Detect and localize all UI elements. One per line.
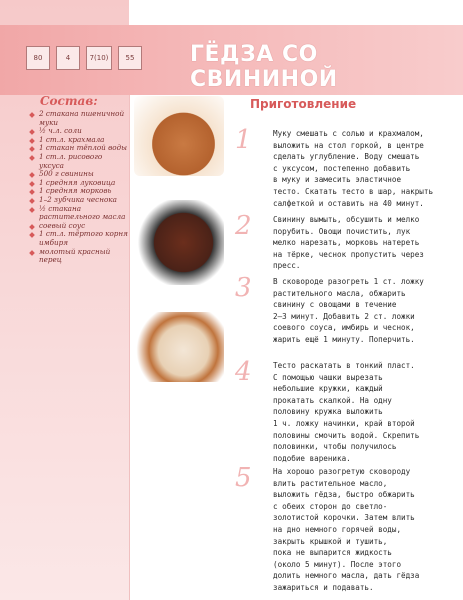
- ingredient-item: 1 средняя морковь: [30, 187, 128, 196]
- step-5: [235, 463, 463, 594]
- step-2: [235, 211, 463, 272]
- photo-filling-in-pan: [134, 200, 224, 285]
- ingredient-item: молотый красный перец: [30, 248, 128, 265]
- photo-minced-pork-and-vegetables: [134, 96, 224, 176]
- step-3: [235, 273, 463, 346]
- ingredient-item: 1 ст.л. рисового уксуса: [30, 153, 128, 170]
- time-badge: 80: [26, 46, 50, 70]
- dish-title: ГЁДЗА СО СВИНИНОЙ: [190, 42, 338, 92]
- step-text: Тесто раскатать в тонкий пласт. С помощью чашки вырезать небольшие кружки, каждый прокатать скалкой. На одну половину кружка выложить 1 ч. ложку начинки, край второй половины смочить водой. Скрепить половинки, чтобы получилось подобие вареника.: [273, 361, 420, 463]
- info-badges: [26, 46, 142, 70]
- calories-badge: 55: [118, 46, 142, 70]
- step-4: [235, 357, 463, 464]
- ingredients-list: [30, 110, 128, 265]
- ingredient-item: 1 средняя луковица: [30, 179, 128, 188]
- step-text: На хорошо разогретую сковороду влить растительное масло, выложить гёдза, быстро обжарить с обеих сторон до светло- золотистой корочки. Затем влить на дно немного горячей воды, закрыть крышкой и тушить, пока не выпарится жидкость (около 5 минут). После этого долить немного масла, дать гёдза зажариться и подавать.: [273, 467, 420, 592]
- photo-gyoza-folding: [134, 312, 224, 382]
- ingredient-item: ½ стакана растительного масла: [30, 205, 128, 222]
- step-text: Муку смешать с солью и крахмалом, выложить на стол горкой, в центре сделать углубление. Воду смешать с уксусом, постепенно добавить в муку и замесить эластичное тесто. Скатать тесто в шар, накрыть салфеткой и оставить на 40 минут.: [273, 129, 434, 208]
- ingredient-item: соевый соус: [30, 222, 128, 231]
- column-divider: [129, 95, 130, 600]
- step-number: 1: [235, 125, 252, 155]
- step-number: 2: [235, 211, 252, 241]
- preparation-title: Приготовление: [250, 97, 357, 111]
- ingredient-item: 1 стакан тёплой воды: [30, 144, 128, 153]
- ingredient-item: 2 стакана пшеничной муки: [30, 110, 128, 127]
- ingredient-item: 500 г свинины: [30, 170, 128, 179]
- portions-badge: 4: [56, 46, 80, 70]
- ingredient-item: 1 ст.л. крахмала: [30, 136, 128, 145]
- step-number: 3: [235, 273, 252, 303]
- step-text: В сковороде разогреть 1 ст. ложку растительного масла, обжарить свинину с овощами в течение 2–3 минут. Добавить 2 ст. ложки соевого соуса, имбирь и чеснок, жарить ещё 1 минуту. Поперчить.: [273, 277, 424, 344]
- ingredient-item: 1–2 зубчика чеснока: [30, 196, 128, 205]
- ingredient-item: ½ ч.л. соли: [30, 127, 128, 136]
- step-1: [235, 125, 463, 209]
- step-text: Свинину вымыть, обсушить и мелко порубить. Овощи почистить, лук мелко нарезать, морковь натереть на тёрке, чеснок пропустить через пресс.: [273, 215, 424, 271]
- step-number: 4: [235, 357, 252, 387]
- step-number: 5: [235, 463, 252, 493]
- ingredient-item: 1 ст.л. тёртого корня имбиря: [30, 230, 128, 247]
- ingredients-title: Состав:: [40, 94, 98, 108]
- difficulty-badge: 7(10): [86, 46, 112, 70]
